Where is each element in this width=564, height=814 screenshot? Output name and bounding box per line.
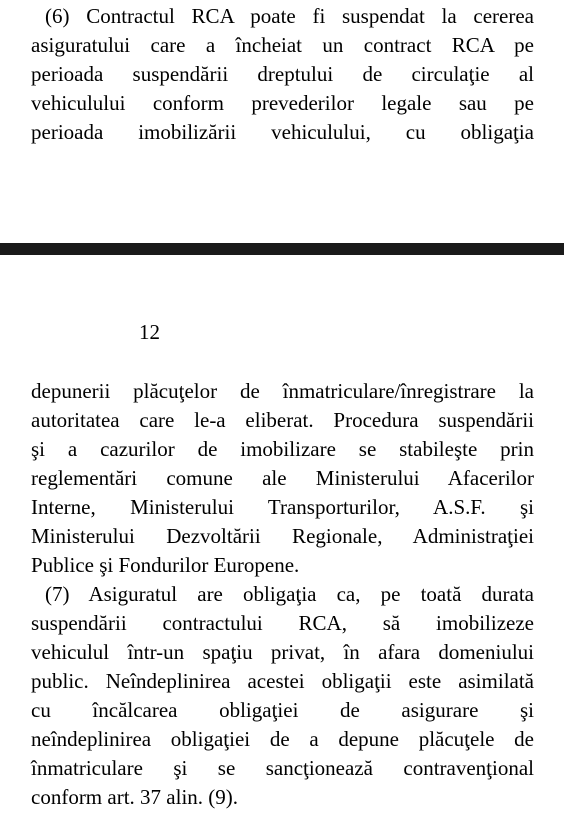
paragraph-6-continued-line-1: depunerii plăcuţelor de înmatriculare/înregistrare la (31, 379, 534, 403)
paragraph-7-line-4: public. Neîndeplinirea acestei obligaţii este asimilată (31, 669, 534, 693)
paragraph-6-continued-line-2: autoritatea care le-a eliberat. Procedura suspendării (31, 408, 534, 432)
paragraph-7-line-5: cu încălcarea obligaţiei de asigurare şi (31, 698, 534, 722)
paragraph-6-line-5: perioada imobilizării vehiculului, cu obligaţia (31, 120, 534, 144)
paragraph-6-line-3: perioada suspendării dreptului de circulaţie al (31, 62, 534, 86)
page-bottom-text (31, 377, 534, 812)
page-top-text (31, 2, 534, 147)
page-divider (0, 243, 564, 255)
paragraph-6-line-4: vehiculului conform prevederilor legale sau pe (31, 91, 534, 115)
paragraph-7-line-7: înmatriculare şi se sancţionează contravenţional (31, 756, 534, 780)
paragraph-6-continued-line-3: şi a cazurilor de imobilizare se stabileşte prin (31, 437, 534, 461)
paragraph-6-continued-line-5: Interne, Ministerului Transporturilor, A.S.F. şi (31, 495, 534, 519)
paragraph-6-continued-line-6: Ministerului Dezvoltării Regionale, Administraţiei (31, 524, 534, 548)
paragraph-7-line-3: vehiculul într-un spaţiu privat, în afara domeniului (31, 640, 534, 664)
paragraph-6-continued-line-4: reglementări comune ale Ministerului Afacerilor (31, 466, 534, 490)
paragraph-7-line-2: suspendării contractului RCA, să imobilizeze (31, 611, 534, 635)
paragraph-6-line-2: asiguratului care a încheiat un contract RCA pe (31, 33, 534, 57)
paragraph-6-line-1: (6) Contractul RCA poate fi suspendat la cererea (45, 4, 534, 28)
paragraph-7-line-6: neîndeplinirea obligaţiei de a depune plăcuţele de (31, 727, 534, 751)
paragraph-7-line-1: (7) Asiguratul are obligaţia ca, pe toată durata (45, 582, 534, 606)
paragraph-6-continued-line-7: Publice şi Fondurilor Europene. (31, 553, 300, 577)
page-number: 12 (139, 320, 160, 344)
paragraph-7-line-8: conform art. 37 alin. (9). (31, 785, 239, 809)
